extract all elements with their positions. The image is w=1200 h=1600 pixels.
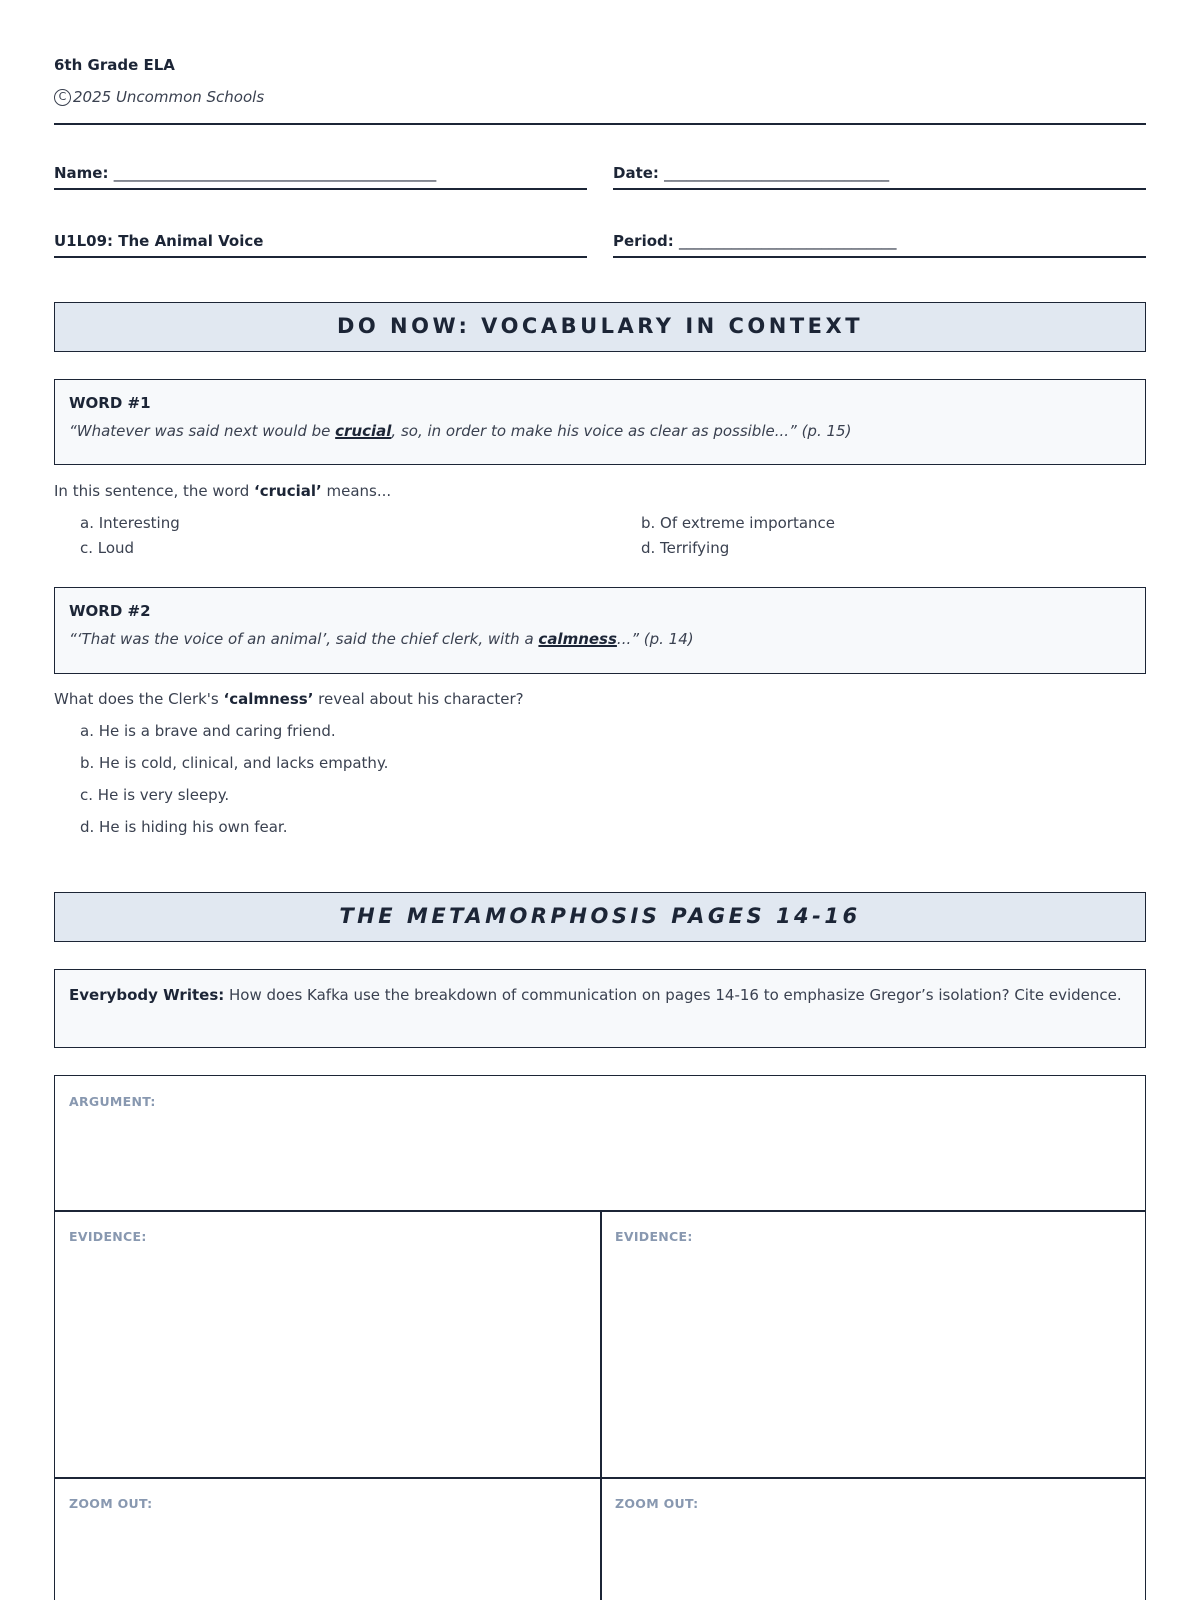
word2-option-a[interactable]: a. He is a brave and caring friend. bbox=[80, 722, 336, 740]
word1-option-d[interactable]: d. Terrifying bbox=[641, 539, 730, 557]
copyright-icon: C bbox=[54, 89, 71, 106]
word2-option-d[interactable]: d. He is hiding his own fear. bbox=[80, 818, 288, 836]
header-divider bbox=[54, 123, 1146, 125]
argument-box[interactable] bbox=[54, 1075, 1146, 1212]
evidence-label-left: EVIDENCE: bbox=[69, 1229, 147, 1244]
zoom-out-label-left: ZOOM OUT: bbox=[69, 1496, 153, 1511]
word1-option-c[interactable]: c. Loud bbox=[80, 539, 135, 557]
period-field[interactable] bbox=[613, 232, 1146, 258]
reading-banner: THE METAMORPHOSIS PAGES 14-16 bbox=[54, 892, 1146, 942]
zoom-out-label-right: ZOOM OUT: bbox=[615, 1496, 699, 1511]
zoom-out-box-right[interactable] bbox=[600, 1477, 1146, 1600]
evidence-box-right[interactable] bbox=[600, 1210, 1146, 1479]
word2-question: What does the Clerk's ‘calmness’ reveal about his character? bbox=[54, 690, 524, 708]
everybody-writes-prompt bbox=[54, 969, 1146, 1048]
word1-question: In this sentence, the word ‘crucial’ means... bbox=[54, 482, 392, 500]
date-blank[interactable]: ______________________________ bbox=[664, 164, 890, 182]
word1-title: WORD #1 bbox=[69, 394, 151, 412]
word1-box bbox=[54, 379, 1146, 465]
lesson-title: U1L09: The Animal Voice bbox=[54, 232, 264, 250]
argument-label: ARGUMENT: bbox=[69, 1094, 156, 1109]
evidence-box-left[interactable] bbox=[54, 1210, 602, 1479]
prompt-label: Everybody Writes: bbox=[69, 986, 225, 1004]
copyright-line bbox=[54, 88, 264, 106]
word2-option-c[interactable]: c. He is very sleepy. bbox=[80, 786, 230, 804]
period-label: Period: bbox=[613, 232, 674, 250]
period-blank[interactable]: _____________________________ bbox=[678, 232, 897, 250]
word2-option-b[interactable]: b. He is cold, clinical, and lacks empathy. bbox=[80, 754, 389, 772]
word2-target: calmness bbox=[538, 630, 617, 648]
lesson-field bbox=[54, 232, 587, 258]
evidence-label-right: EVIDENCE: bbox=[615, 1229, 693, 1244]
word2-quote: “‘That was the voice of an animal’, said the chief clerk, with a calmness...” (p. 14) bbox=[69, 630, 694, 648]
word1-option-b[interactable]: b. Of extreme importance bbox=[641, 514, 836, 532]
name-field[interactable] bbox=[54, 164, 587, 190]
course-title: 6th Grade ELA bbox=[54, 56, 175, 74]
date-field[interactable] bbox=[613, 164, 1146, 190]
date-label: Date: bbox=[613, 164, 659, 182]
do-now-banner: DO NOW: VOCABULARY IN CONTEXT bbox=[54, 302, 1146, 352]
word1-target: crucial bbox=[335, 422, 392, 440]
prompt-text: How does Kafka use the breakdown of communication on pages 14-16 to emphasize Gregor’s isolation? Cite evidence. bbox=[224, 986, 1122, 1004]
word1-option-a[interactable]: a. Interesting bbox=[80, 514, 180, 532]
zoom-out-box-left[interactable] bbox=[54, 1477, 602, 1600]
word1-quote: “Whatever was said next would be crucial, so, in order to make his voice as clear as possible...” (p. 15) bbox=[69, 422, 852, 440]
word2-box bbox=[54, 587, 1146, 674]
word2-title: WORD #2 bbox=[69, 602, 151, 620]
name-blank[interactable]: ___________________________________________ bbox=[113, 164, 437, 182]
copyright-text: 2025 Uncommon Schools bbox=[73, 88, 265, 106]
name-label: Name: bbox=[54, 164, 109, 182]
